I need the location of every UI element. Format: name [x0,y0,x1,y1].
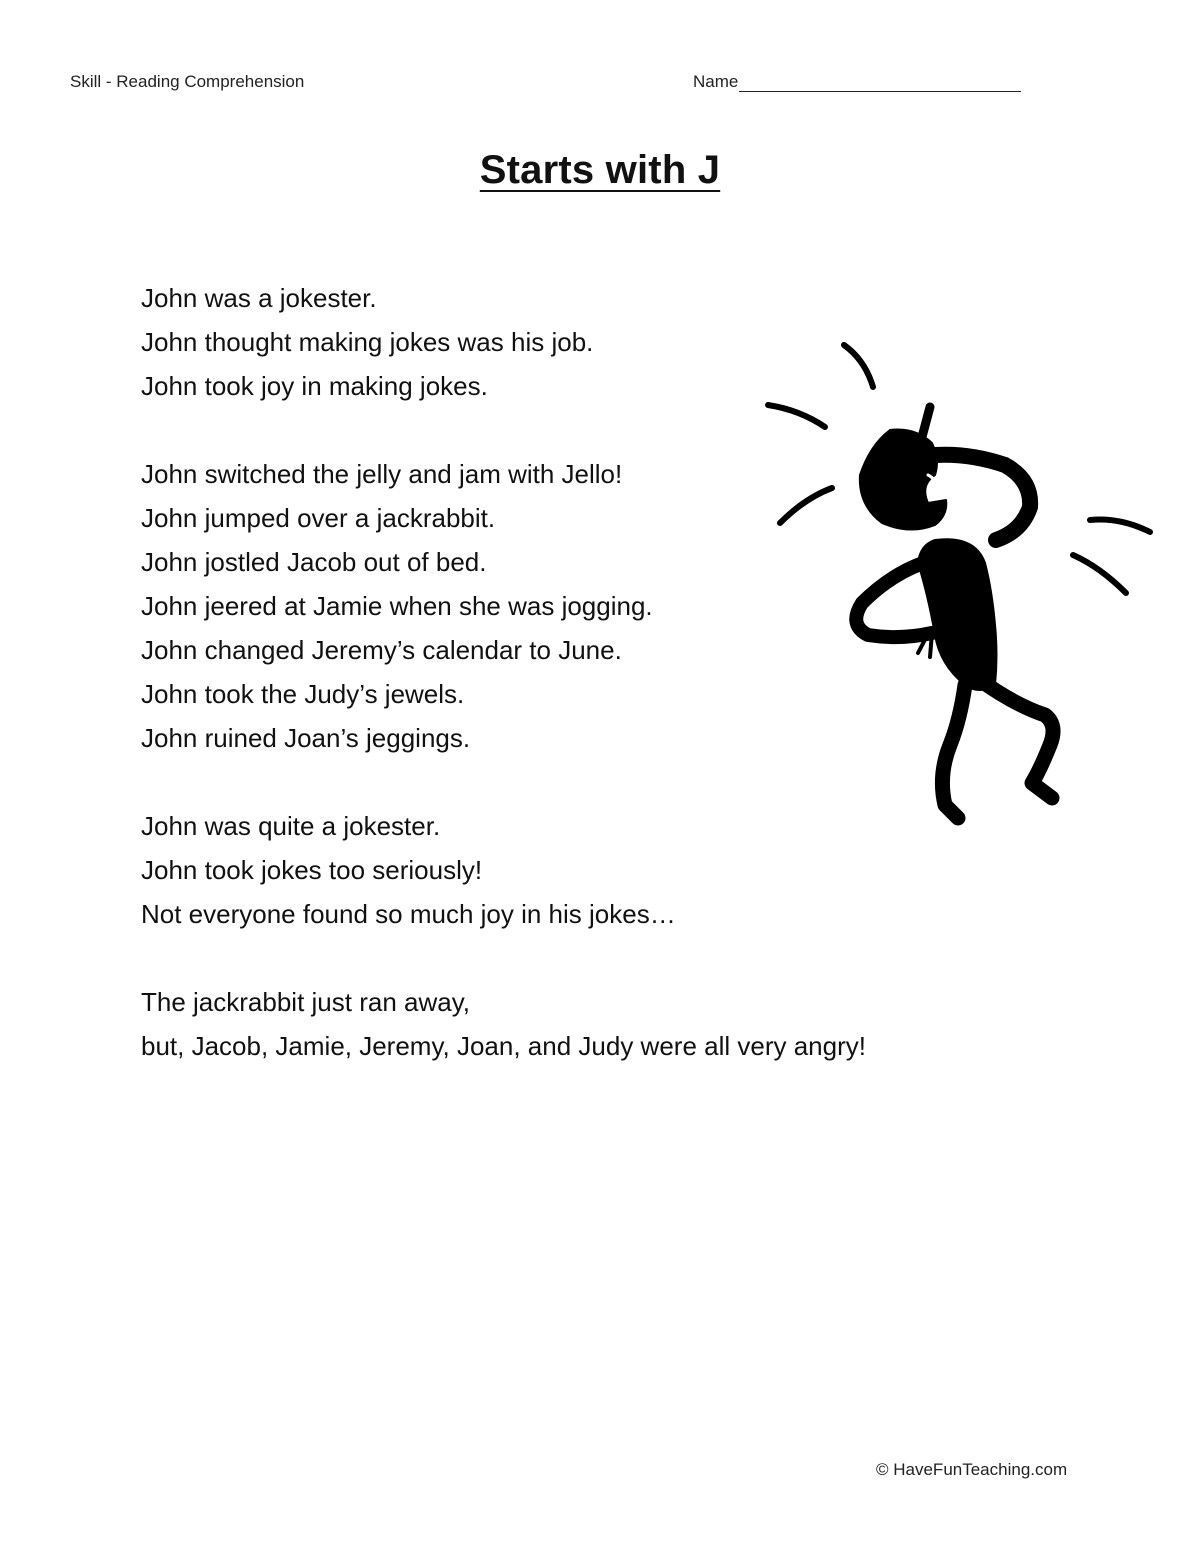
story-line: Not everyone found so much joy in his jokes… [141,899,676,929]
story-line: John changed Jeremy’s calendar to June. [141,635,622,665]
story-line: John thought making jokes was his job. [141,327,594,357]
copyright-footer: © HaveFunTeaching.com [876,1460,1068,1479]
story-line: John jostled Jacob out of bed. [141,547,487,577]
name-field[interactable] [693,72,1021,92]
story-line: John took joy in making jokes. [141,371,488,401]
laughing-stick-figure-icon [760,335,1160,830]
story-line: John took the Judy’s jewels. [141,679,465,709]
story-line: John ruined Joan’s jeggings. [141,723,471,753]
story-line: John was a jokester. [141,283,377,313]
skill-label: Skill - Reading Comprehension [70,72,305,91]
story-line: John switched the jelly and jam with Jello! [141,459,623,489]
story-line: but, Jacob, Jamie, Jeremy, Joan, and Judy were all very angry! [141,1031,866,1061]
story-line: John jumped over a jackrabbit. [141,503,496,533]
page-title [0,148,1200,193]
page-title-text: Starts with J [479,148,721,192]
story-line: The jackrabbit just ran away, [141,987,470,1017]
story-line: John jeered at Jamie when she was jogging. [141,591,653,621]
name-label: Name [693,72,739,91]
story-line: John took jokes too seriously! [141,855,483,885]
story-line: John was quite a jokester. [141,811,441,841]
name-blank-line[interactable] [739,72,1021,92]
stanza-4 [141,980,961,1068]
